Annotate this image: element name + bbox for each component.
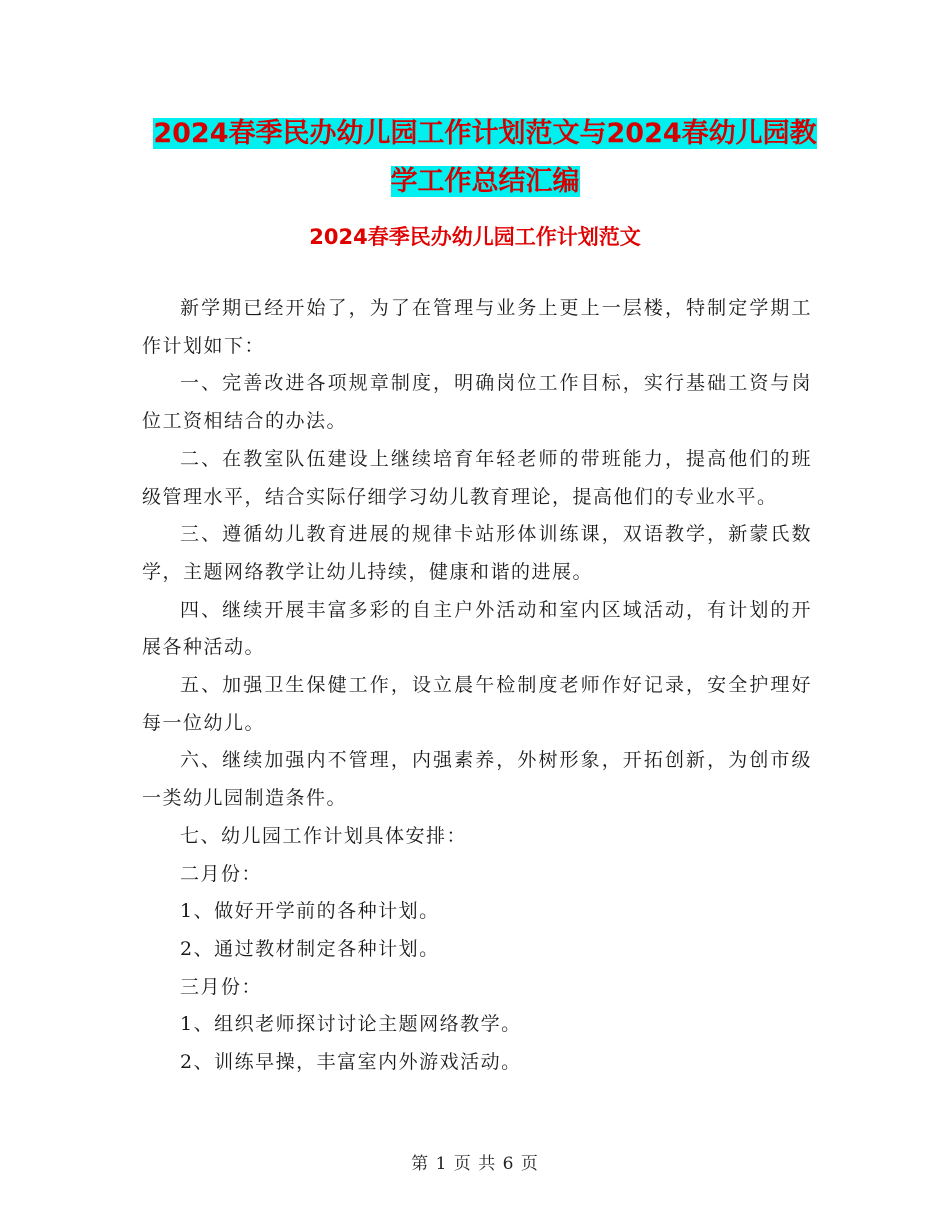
paragraph: 一、完善改进各项规章制度，明确岗位工作目标，实行基础工资与岗位工资相结合的办法。 <box>142 372 812 433</box>
paragraph: 二月份： <box>180 862 263 885</box>
paragraph: 七、幼儿园工作计划具体安排： <box>180 824 468 847</box>
paragraph: 五、加强卫生保健工作，设立晨午检制度老师作好记录，安全护理好每一位幼儿。 <box>142 674 812 734</box>
paragraph: 三、遵循幼儿教育进展的规律卡站形体训练课，双语教学，新蒙氏数学，主题网络教学让幼儿持续，健康和谐的进展。 <box>142 523 812 583</box>
paragraph: 三月份： <box>180 975 263 998</box>
page-footer: 第 1 页 共 6 页 <box>411 1154 539 1174</box>
paragraph: 2、通过教材制定各种计划。 <box>180 937 440 960</box>
paragraph: 2、训练早操，丰富室内外游戏活动。 <box>180 1051 522 1074</box>
paragraph: 二、在教室队伍建设上继续培育年轻老师的带班能力，提高他们的班级管理水平，结合实际仔细学习幼儿教育理论，提高他们的专业水平。 <box>142 447 812 508</box>
document-title <box>140 110 830 206</box>
document-title-text: 2024春季民办幼儿园工作计划范文与2024春幼儿园教学工作总结汇编 <box>153 118 817 197</box>
paragraph: 1、做好开学前的各种计划。 <box>180 900 440 923</box>
paragraph: 1、组织老师探讨讨论主题网络教学。 <box>180 1013 522 1036</box>
paragraph: 新学期已经开始了，为了在管理与业务上更上一层楼，特制定学期工作计划如下： <box>142 297 812 357</box>
paragraph: 六、继续加强内不管理，内强素养，外树形象，开拓创新，为创市级一类幼儿园制造条件。 <box>142 749 812 810</box>
document-body <box>142 290 812 1082</box>
section-title: 2024春季民办幼儿园工作计划范文 <box>309 225 641 249</box>
paragraph: 四、继续开展丰富多彩的自主户外活动和室内区域活动，有计划的开展各种活动。 <box>142 598 812 659</box>
